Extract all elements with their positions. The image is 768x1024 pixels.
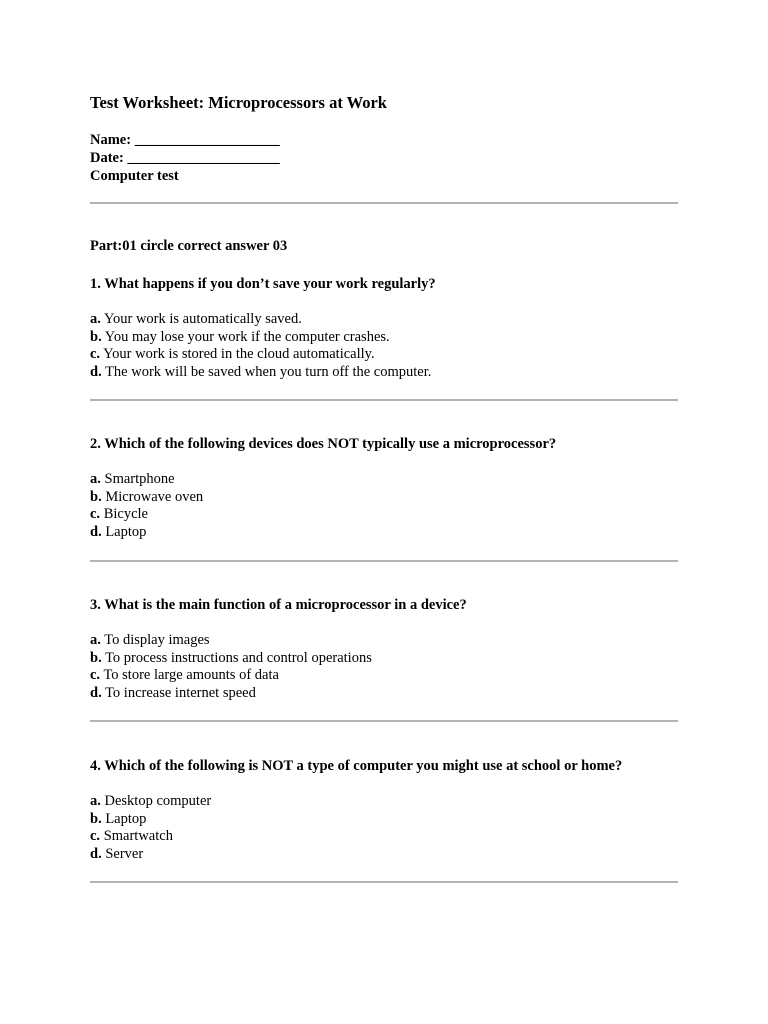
question-text: 2. Which of the following devices does NOT typically use a microprocessor? — [90, 436, 557, 452]
option-d[interactable] — [90, 524, 678, 542]
option-text: Laptop — [105, 524, 147, 541]
option-c[interactable] — [90, 667, 678, 685]
name-line: Name: ____________________ — [90, 132, 280, 148]
divider — [90, 881, 678, 883]
option-letter: d. — [90, 685, 102, 702]
option-a[interactable] — [90, 311, 678, 329]
option-letter: b. — [90, 328, 102, 345]
option-text: To increase internet speed — [105, 685, 256, 702]
option-letter: c. — [90, 667, 101, 684]
question-3 — [90, 596, 678, 703]
answer-options — [90, 632, 678, 703]
option-text: The work will be saved when you turn off the computer. — [105, 364, 432, 381]
divider — [90, 399, 678, 401]
option-letter: d. — [90, 846, 102, 863]
option-d[interactable] — [90, 846, 678, 864]
option-b[interactable] — [90, 329, 678, 347]
option-a[interactable] — [90, 471, 678, 489]
option-b[interactable] — [90, 489, 678, 507]
question-text: 4. Which of the following is NOT a type of computer you might use at school or home? — [90, 758, 623, 774]
option-text: Desktop computer — [104, 793, 212, 809]
option-letter: c. — [90, 828, 101, 845]
option-letter: b. — [90, 810, 102, 827]
option-text: To process instructions and control operations — [105, 649, 372, 666]
option-text: You may lose your work if the computer crashes. — [104, 328, 390, 345]
option-letter: a. — [90, 793, 101, 809]
option-d[interactable] — [90, 685, 678, 703]
question-text: 3. What is the main function of a microprocessor in a device? — [90, 597, 467, 613]
option-letter: a. — [90, 471, 101, 487]
worksheet-title: Test Worksheet: Microprocessors at Work — [90, 93, 387, 112]
option-a[interactable] — [90, 793, 678, 811]
option-letter: c. — [90, 346, 101, 363]
option-text: Your work is stored in the cloud automatically. — [103, 346, 375, 363]
option-text: To display images — [104, 632, 210, 648]
option-text: Your work is automatically saved. — [103, 311, 302, 327]
subject-line: Computer test — [90, 168, 179, 184]
option-letter: c. — [90, 506, 101, 523]
option-text: Bicycle — [103, 506, 148, 523]
divider — [90, 720, 678, 722]
option-c[interactable] — [90, 828, 678, 846]
option-letter: b. — [90, 649, 102, 666]
answer-options — [90, 793, 678, 864]
option-text: Smartwatch — [103, 828, 173, 845]
question-4 — [90, 757, 678, 864]
option-letter: a. — [90, 311, 101, 327]
answer-options — [90, 471, 678, 542]
option-c[interactable] — [90, 506, 678, 524]
option-letter: b. — [90, 488, 102, 505]
option-text: Laptop — [105, 810, 147, 827]
option-c[interactable] — [90, 346, 678, 364]
option-text: Smartphone — [104, 471, 175, 487]
option-letter: d. — [90, 364, 102, 381]
option-text: Server — [105, 846, 144, 863]
question-1 — [90, 275, 678, 382]
option-letter: d. — [90, 524, 102, 541]
option-b[interactable] — [90, 650, 678, 668]
divider — [90, 202, 678, 204]
question-2 — [90, 435, 678, 542]
divider — [90, 560, 678, 562]
option-b[interactable] — [90, 811, 678, 829]
option-text: To store large amounts of data — [103, 667, 279, 684]
answer-options — [90, 311, 678, 382]
option-letter: a. — [90, 632, 101, 648]
part-heading: Part:01 circle correct answer 03 — [90, 238, 288, 254]
option-a[interactable] — [90, 632, 678, 650]
date-line: Date: _____________________ — [90, 150, 280, 166]
option-text: Microwave oven — [105, 488, 204, 505]
option-d[interactable] — [90, 364, 678, 382]
question-text: 1. What happens if you don’t save your work regularly? — [90, 276, 436, 292]
